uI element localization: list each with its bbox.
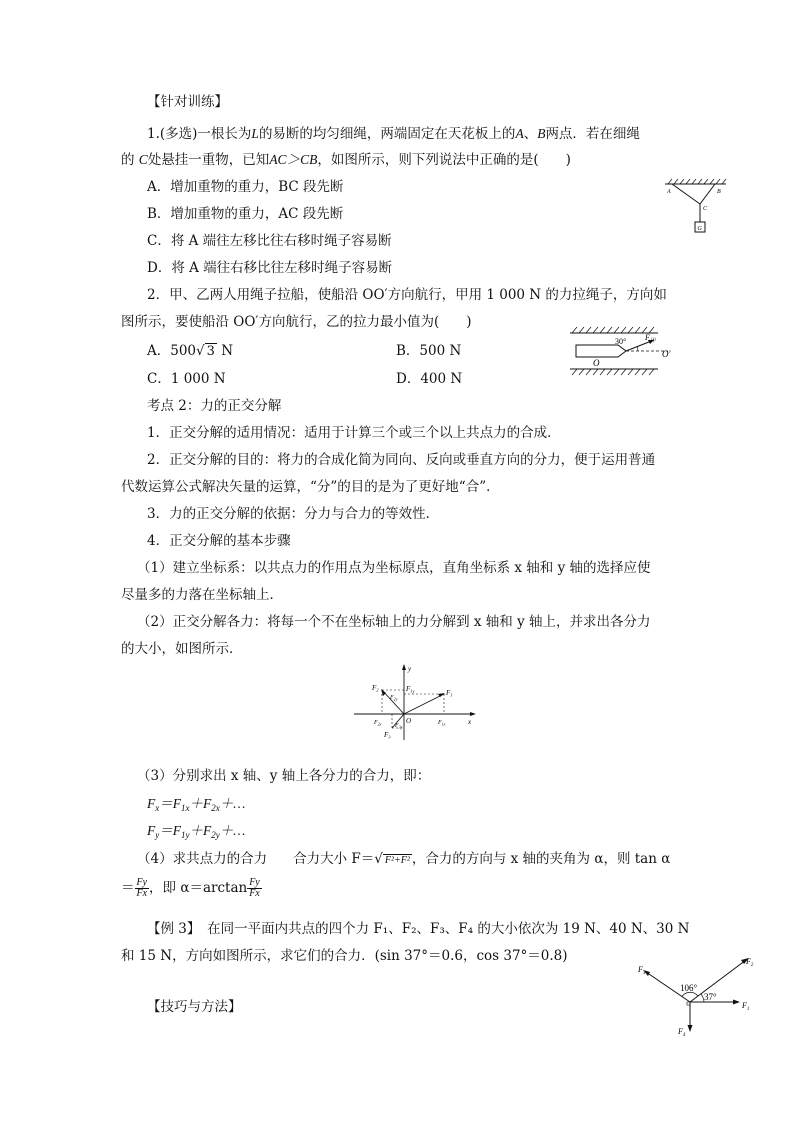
kp2-figure-decomposition (352, 662, 478, 742)
ex3-fig-f4-sub: 4 (682, 1033, 686, 1038)
kp2-point2b: 代数运算公式解决矢量的运算，“分”的目的是为了更好地“合”． (121, 479, 500, 495)
kp2-fig-f1: F (446, 689, 451, 697)
kp2-eq-fy-mid: ＝F (159, 823, 181, 838)
kp2-fig-f3y: F (395, 723, 399, 729)
ex3-fig-f2: F (746, 957, 751, 966)
kp2-eq-fx-l: F (147, 796, 156, 811)
svg-text:F1x (437, 720, 446, 727)
ex3-fig-angle-106: 106° (680, 983, 698, 993)
svg-text:F1 (445, 689, 453, 698)
kp2-eq-fy-a: 1y (181, 830, 190, 840)
kp2-point3: 3．力的正交分解的依据：分力与合力的等效性． (147, 506, 440, 522)
svg-text:F3y (394, 723, 403, 730)
kp2-fig-f3y-sub: 3y (398, 724, 403, 730)
kp2-fraction-2-num: Fy (249, 877, 260, 888)
q2-fig-force-sub: 甲 (651, 339, 657, 344)
kp2-step1b: 尽量多的力落在坐标轴上． (121, 587, 283, 603)
q1-line1-c: 两点．若在细绳 (545, 126, 640, 142)
kp2-step4-root: F²+F² (384, 855, 410, 866)
q1-fig-label-a: A (667, 189, 671, 195)
q2-figure-boat (568, 326, 680, 378)
svg-text:F2 (745, 957, 754, 968)
kp2-eq-fy-b: 2y (211, 830, 220, 840)
q2-option-a-unit: N (216, 343, 234, 359)
ex3-line2: 和 15 N，方向如图所示，求它们的合力．(sin 37°＝0.6，cos 37°＝0.8) (121, 948, 568, 964)
kp2-point2a: 2．正交分解的目的：将力的合成化简为同向、反向或垂直方向的分力，便于运用普通 (147, 452, 656, 468)
q2-fig-o: O (593, 358, 600, 368)
ex3-figure-forces (630, 952, 762, 1040)
q2-line2: 图所示，要使船沿 OO′方向航行，乙的拉力最小值为( ) (121, 314, 472, 330)
kp2-eq-fy-l: F (147, 823, 156, 838)
kp2-step4-d: ＝ (121, 880, 135, 896)
q1-line1-a: 1.(多选)一根长为 (147, 126, 252, 142)
q1-option-b: B．增加重物的重力，AC 段先断 (147, 206, 344, 222)
svg-text:F2y (389, 695, 398, 702)
kp2-fig-f3-sub: 3 (388, 734, 391, 740)
kp2-fraction-1 (135, 878, 150, 899)
q1-fig-label-g: G (697, 226, 702, 232)
tips-heading: 【技巧与方法】 (147, 999, 242, 1015)
q1-option-c: C．将 A 端往左移比往右移时绳子容易断 (147, 233, 392, 249)
ex3-fig-f2-sub: 2 (750, 963, 754, 968)
kp2-fig-x: x (468, 718, 472, 726)
q1-sep: 、 (523, 126, 538, 142)
kp2-eq-fx-a: 1x (181, 803, 190, 813)
q1-var-L: L (251, 126, 259, 141)
svg-text:F2x (373, 720, 382, 727)
kp2-fig-f2: F (372, 684, 377, 692)
kp2-fig-f2x-sub: 2x (377, 721, 382, 727)
kp2-step4-c: ，合力的方向与 x 轴的夹角为 α，则 tan α (411, 851, 671, 867)
q2-option-d: D．400 N (396, 371, 463, 387)
kp2-fig-f1y-sub: 1y (410, 688, 415, 694)
ex3-fig-angle-37: 37° (704, 992, 717, 1002)
q1-line2-b: ，如图所示，则下列说法中正确的是( ) (317, 152, 571, 168)
kp2-fig-f1x: F (438, 720, 442, 726)
q1-fig-label-c: C (703, 206, 708, 212)
q1-var-B: B (537, 126, 546, 141)
kp2-eq-fx-tail: ＋… (219, 796, 246, 811)
kp2-fraction-1-den: Fx (136, 888, 148, 899)
kp2-step1a: （1）建立坐标系：以共点力的作用点为坐标原点，直角坐标系 x 轴和 y 轴的选择应使 (137, 560, 651, 576)
q1-option-a: A．增加重物的重力，BC 段先断 (147, 179, 344, 195)
ex3-fig-f4: F (678, 1027, 683, 1036)
kp2-eq-fx-mid: ＝F (159, 796, 181, 811)
kp2-fig-y: y (408, 665, 412, 673)
kp2-fig-f2x: F (374, 720, 378, 726)
svg-text:F2 (371, 684, 379, 693)
svg-text:F4 (677, 1027, 686, 1038)
ex3-line1: 【例 3】 在同一平面内共点的四个力 F₁、F₂、F₃、F₄ 的大小依次为 19 N、40 N、30 N (147, 921, 690, 937)
ex3-fig-f3: F (638, 965, 643, 974)
q1-fig-label-b: B (717, 189, 721, 195)
kp2-fig-o: O (406, 717, 412, 725)
kp2-eq-fx-ls: x (155, 803, 160, 813)
kp2-fig-f2y-sub: 2y (393, 696, 398, 702)
q2-option-a: A．500√ 3 N (147, 343, 234, 359)
kp2-step2a: （2）正交分解各力：将每一个不在坐标轴上的力分解到 x 轴和 y 轴上，并求出各分力 (137, 614, 651, 630)
kp2-step4-line2 (121, 876, 262, 900)
q1-option-d: D．将 A 端往右移比往左移时绳子容易断 (147, 260, 393, 276)
kp2-fig-f1-sub: 1 (450, 692, 453, 698)
kp2-eq-fy (147, 822, 245, 844)
ex3-fig-f3-sub: 3 (642, 971, 646, 976)
kp2-step2b: 的大小，如图所示． (121, 641, 243, 657)
kp2-eq-fy-ls: y (155, 830, 160, 840)
kp2-point1: 1．正交分解的适用情况：适用于计算三个或三个以上共点力的合成． (147, 425, 561, 441)
kp2-fig-f3: F (384, 731, 389, 739)
q1-var-A: A (515, 126, 524, 141)
q2-line1: 2．甲、乙两人用绳子拉船，使船沿 OO′方向航行，甲用 1 000 N 的力拉绳子，方向如 (147, 287, 667, 303)
q2-option-a-prefix: A．500 (147, 343, 197, 359)
kp2-step4-a: （4）求共点力的合力 (137, 851, 268, 867)
kp2-point4: 4．正交分解的基本步骤 (147, 533, 291, 549)
q1-line1-b: 的易断的均匀细绳，两端固定在天花板上的 (258, 126, 516, 142)
kp2-fraction-2 (247, 878, 262, 899)
kp2-eq-fx-plus: ＋F (189, 796, 212, 811)
kp2-fig-f2-sub: 2 (376, 687, 379, 693)
svg-text:F1 (741, 1001, 749, 1012)
q1-var-C: C (138, 152, 148, 167)
q2-fig-angle: 30° (615, 337, 627, 346)
q1-line2: 的 C处悬挂一重物，已知AC＞CB，如图所示，则下列说法中正确的是( ) (121, 152, 571, 168)
kp2-step4-b: 合力大小 F＝ (293, 851, 375, 867)
kp2-eq-fy-tail: ＋… (219, 823, 246, 838)
svg-text:F3 (637, 965, 646, 976)
q2-fig-o-prime: O′ (662, 349, 671, 359)
q1-ac-gt-cb: AC＞CB (269, 152, 318, 167)
kp2-fig-f1x-sub: 1x (441, 721, 446, 727)
section-heading-practice: 【针对训练】 (147, 94, 228, 110)
ex3-fig-f1-sub: 1 (746, 1007, 750, 1012)
q2-option-c: C．1 000 N (147, 371, 226, 387)
kp2-step3: （3）分别求出 x 轴、y 轴上各分力的合力，即： (137, 768, 431, 784)
kp2-eq-fy-plus: ＋F (189, 823, 212, 838)
svg-text:F1y (405, 685, 415, 694)
kp2-step4-line: （4）求共点力的合力 合力大小 F＝√ F²+F² ，合力的方向与 x 轴的夹角为 α，则 tan α (137, 851, 671, 867)
svg-text:F3 (383, 731, 391, 740)
q1-line1 (147, 125, 640, 143)
kp2-fig-f1y: F (406, 685, 411, 693)
kp2-fraction-1-num: Fy (136, 877, 148, 888)
q2-option-a-root: 3 (206, 344, 215, 359)
q2-option-b: B．500 N (396, 343, 462, 359)
kp2-eq-fx-b: 2x (211, 803, 220, 813)
kp2-eq-fx (147, 795, 245, 817)
q1-figure-rope (660, 178, 730, 236)
q1-line2-a: 处悬挂一重物，已知 (147, 152, 270, 168)
q2-fig-force: F (645, 333, 650, 342)
kp2-step4-e: ，即 α＝arctan (149, 880, 248, 896)
kp2-fraction-2-den: Fx (249, 888, 260, 899)
ex3-fig-f1: F (742, 1001, 747, 1010)
kp2-fig-f2y: F (390, 695, 394, 701)
kp2-title: 考点 2：力的正交分解 (147, 398, 282, 414)
